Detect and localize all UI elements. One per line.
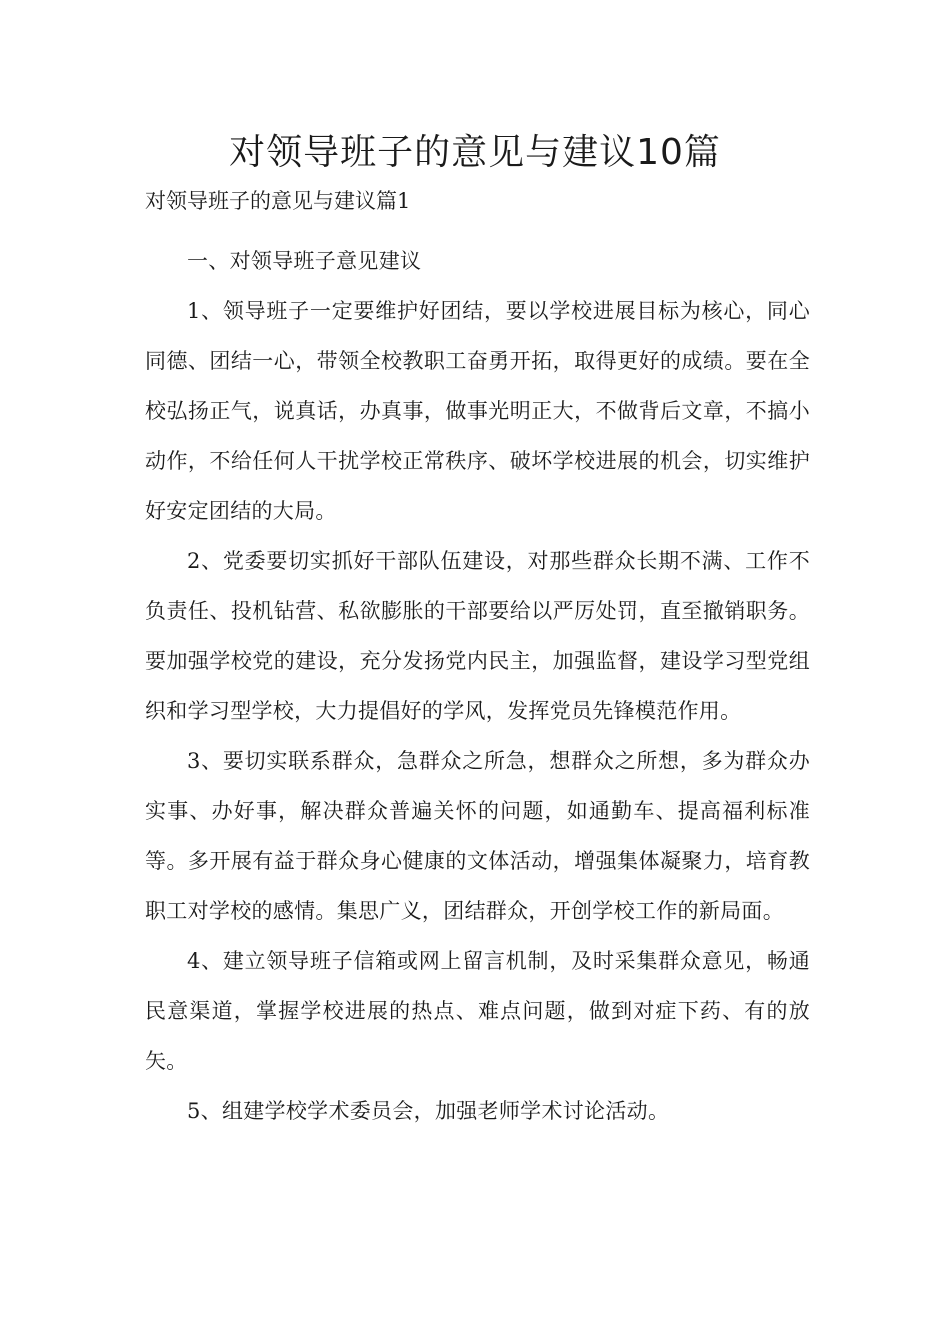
paragraph: 4、建立领导班子信箱或网上留言机制，及时采集群众意见，畅通民意渠道，掌握学校进展的热点、难点问题，做到对症下药、有的放矢。 [145,949,810,1073]
paragraph: 1、领导班子一定要维护好团结，要以学校进展目标为核心，同心同德、团结一心，带领全校教职工奋勇开拓，取得更好的成绩。要在全校弘扬正气，说真话，办真事，做事光明正大，不做背后文章，不搞小动作，不给任何人干扰学校正常秩序、破坏学校进展的机会，切实维护好安定团结的大局。 [145,299,810,523]
document-body [145,236,810,1136]
paragraph: 5、组建学校学术委员会，加强老师学术讨论活动。 [187,1099,670,1123]
section-heading: 对领导班子的意见与建议篇1 [145,189,411,213]
paragraph: 3、要切实联系群众，急群众之所急，想群众之所想，多为群众办实事、办好事，解决群众普遍关怀的问题，如通勤车、提高福利标准等。多开展有益于群众身心健康的文体活动，增强集体凝聚力，培育教职工对学校的感情。集思广义，团结群众，开创学校工作的新局面。 [145,749,810,923]
paragraph-subheading: 一、对领导班子意见建议 [187,249,422,273]
document-title: 对领导班子的意见与建议10篇 [229,132,721,173]
paragraph: 2、党委要切实抓好干部队伍建设，对那些群众长期不满、工作不负责任、投机钻营、私欲膨胀的干部要给以严厉处罚，直至撤销职务。要加强学校党的建设，充分发扬党内民主，加强监督，建设学习型党组织和学习型学校，大力提倡好的学风，发挥党员先锋模范作用。 [145,549,810,723]
